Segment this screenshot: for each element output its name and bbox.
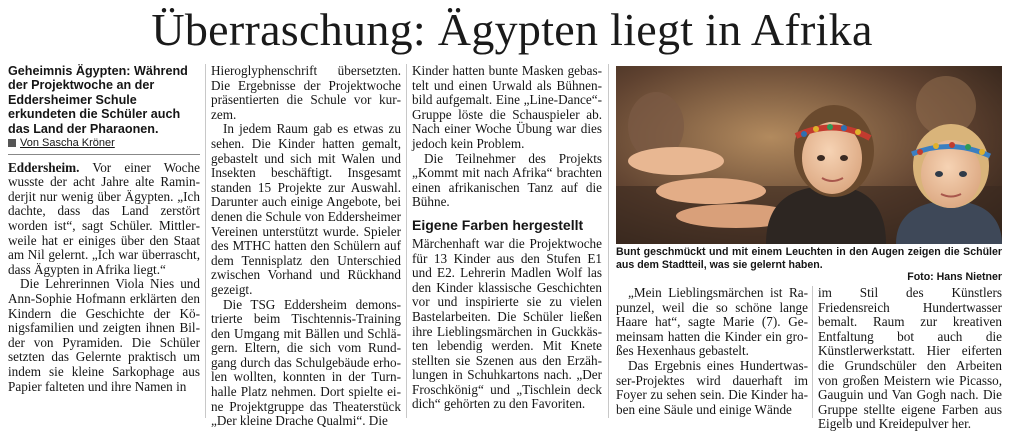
article-lead: Geheimnis Ägypten: Während der Projektwoche an der Eddersheimer Schule erkundeten die Schüler auch das Land der Pharaonen. <box>8 64 188 136</box>
paragraph: Die TSG Eddersheim demonstrierte beim Tischtennis-Training den Umgang mit Bällen und Schlägern. Eltern, die sich vom Rundgang durch das Schulgebäude erholen wollten, konnten in der Turnhalle Platz nehmen. Dort spielte eine Projektgruppe das Theaterstück „Der kleine Drache Qualmi“. Die <box>211 296 401 429</box>
paragraph-text: Vor einer Woche wusste der acht Jahre alte Raminderjit nur wenig über Ägypten. „Ich dachte, dass das Land zerstört worden ist“, sagt Schüler. Mittlerweile hat er einiges über den Staat am Nil gelernt. „Ich war überrascht, dass Ägypten in Afrika liegt.“ <box>8 159 200 277</box>
paragraph: In jedem Raum gab es etwas zu sehen. Die Kinder hatten gemalt, gebastelt und sich mit Walen und Insekten beschäftigt. Insgesamt standen 15 Projekte zur Auswahl. Darunter auch einige Angebote, bei denen die Schule von Eddersheimer Vereinen unterstützt wurde. Spieler des MTHC hatten den Schülern auf dem Tennisplatz den Unterschied zwischen Vorhand und Rückhand gezeigt. <box>211 121 401 297</box>
article-column-3 <box>412 64 602 418</box>
article-photo <box>616 66 1002 244</box>
article-column-1 <box>8 64 200 418</box>
column-divider <box>205 64 206 418</box>
column-divider <box>812 286 813 418</box>
article-column-5 <box>818 285 1002 432</box>
column-divider <box>406 64 407 418</box>
paragraph: Kinder hatten bunte Masken gebastelt und einen Urwald als Bühnenbild aufgemalt. Eine „Line-Dance“-Gruppe löste die Schauspieler ab. Nach einer Woche Übung war dies jedoch kein Problem. <box>412 63 602 151</box>
photo-caption <box>616 246 1002 282</box>
byline <box>8 136 200 155</box>
paragraph: Das Ergebnis eines Hundertwasser-Projektes wird dauerhaft im Foyer zu sehen sein. Die Kinder haben eine Säule und einige Wände <box>616 357 808 417</box>
photo-credit: Foto: Hans Nietner <box>907 271 1002 284</box>
paragraph: Märchenhaft war die Projektwoche für 13 Kinder aus den Stufen E1 und E2. Lehrerin Madlen Wolf las den Kinder klassische Geschichten vor und inspirierte sie zu vielen Bastelarbeiten. Die Schüler ließen ihre Lieblingsmärchen in Guckkästen lebendig werden. Mit Knete stellten sie Szenen aus den Erzählungen in Schuhkartons nach. „Der Froschkönig“ und „Tischlein deck dich“ gehörten zu den Favoriten. <box>412 235 602 412</box>
article-column-4 <box>616 286 808 418</box>
paragraph: Die Lehrerinnen Viola Nies und Ann-Sophie Hofmann erklärten den Kindern die Geschichte der Königsfamilien und zeigten ihnen Bilder von Pyramiden. Die Schüler setzten das Gelernte praktisch um indem sie kleine Sarkophage aus Papier falteten und ihre Namen in <box>8 276 200 394</box>
paragraph: Hieroglyphenschrift übersetzten. Die Ergebnisse der Projektwoche präsentierten die Schule vor kurzem. <box>211 63 401 122</box>
byline-author-link[interactable]: Von Sascha Kröner <box>20 137 115 150</box>
children-photo-illustration <box>616 66 1002 244</box>
column-divider <box>608 64 609 418</box>
paragraph <box>8 161 200 278</box>
section-subhead: Eigene Farben hergestellt <box>412 216 584 233</box>
paragraph: Die Teilnehmer des Projekts „Kommt mit nach Afrika“ brachten einen afrikanischen Tanz auf die Bühne. <box>412 150 602 210</box>
article-headline: Überraschung: Ägypten liegt in Afrika <box>151 4 873 55</box>
caption-text: Bunt geschmückt und mit einem Leuchten in den Augen zeigen die Schüler aus dem Stadtteil, was sie gelernt haben. <box>616 246 1002 271</box>
dateline-place: Eddersheim. <box>8 159 80 175</box>
paragraph: „Mein Lieblingsmärchen ist Rapunzel, weil die so schöne lange Haare hat“, sagte Marie (7). Gemeinsam hatten die Kinder ein großes Hexenhaus gebastelt. <box>616 285 808 359</box>
byline-square-icon <box>8 139 16 147</box>
article-column-2 <box>211 63 401 429</box>
paragraph: im Stil des Künstlers Friedensreich Hundertwasser bemalt. Raum zur kreativen Entfaltung bot auch die Künstlerwerkstatt. Hier eiferten die Grundschüler den Arbeiten von großen Meistern wie Picasso, Gauguin und Van Gogh nach. Die Gruppe stellte eigene Farben aus Eigelb und Kreidepulver her. <box>818 285 1002 432</box>
